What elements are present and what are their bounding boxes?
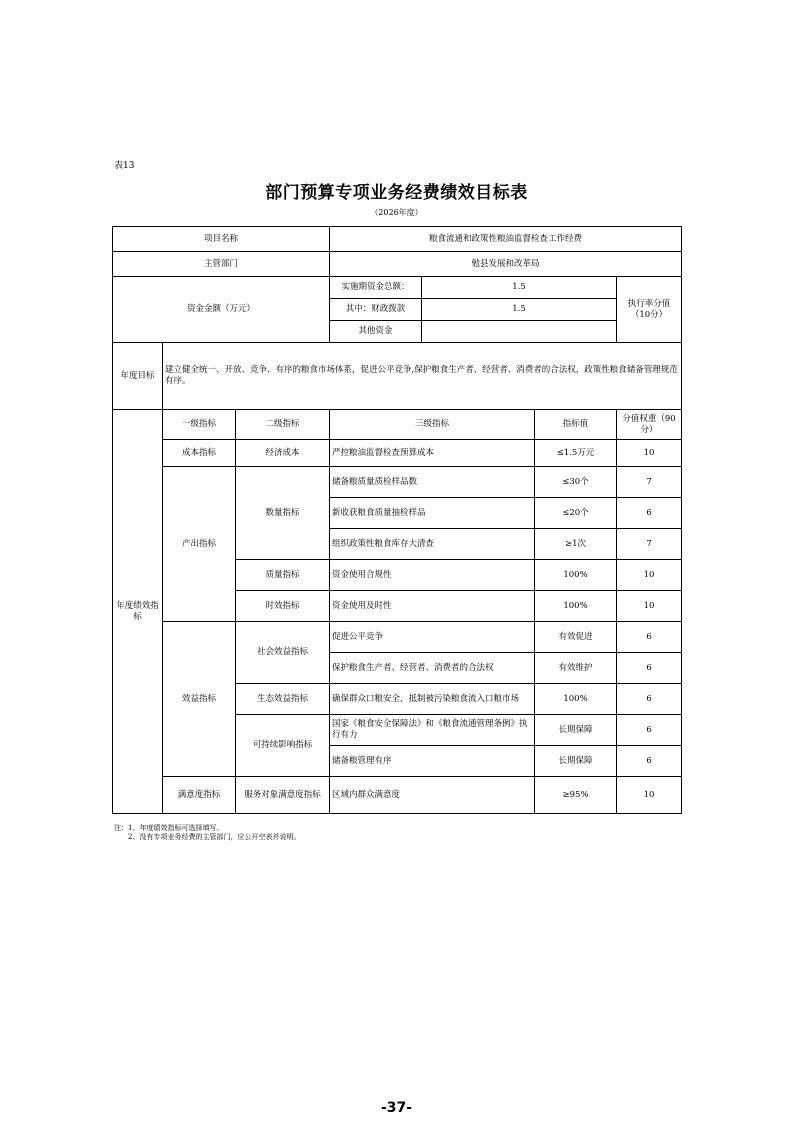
total-funds-value: 1.5 (422, 277, 617, 299)
value-cell: 长期保障 (535, 715, 617, 746)
fiscal-year: （2026年度） (370, 208, 423, 217)
header-level1: 一级指标 (163, 410, 236, 440)
level2-cell: 经济成本 (236, 440, 330, 467)
weight-cell: 6 (617, 653, 682, 684)
level1-cell: 满意度指标 (163, 777, 236, 814)
table-row (113, 440, 682, 467)
level3-cell: 储备粮质量质检样品数 (330, 467, 535, 498)
project-name-label: 项目名称 (113, 227, 330, 252)
level3-cell: 组织政策性粮食库存大清查 (330, 529, 535, 560)
weight-cell: 6 (617, 746, 682, 777)
value-cell: 有效维护 (535, 653, 617, 684)
level3-cell: 新收获粮食质量抽检样品 (330, 498, 535, 529)
level3-cell: 促进公平竞争 (330, 622, 535, 653)
goal-text: 建立健全统一、开放、竞争、有序的粮食市场体系，促进公平竞争,保护粮食生产者、经营者、消费者的合法权，政策性粮食储备管理规范有序。 (163, 343, 682, 410)
level2-cell: 生态效益指标 (236, 684, 330, 715)
weight-cell: 6 (617, 622, 682, 653)
value-cell: 有效促进 (535, 622, 617, 653)
project-name-value: 粮食流通和政策性粮油监督检查工作经费 (330, 227, 682, 252)
level3-cell: 资金使用合规性 (330, 560, 535, 591)
level3-cell: 储备粮管理有序 (330, 746, 535, 777)
level2-cell: 服务对象满意度指标 (236, 777, 330, 814)
performance-table (112, 226, 682, 814)
table-row (113, 252, 682, 277)
dept-value: 勉县发展和改革局 (330, 252, 682, 277)
weight-cell: 6 (617, 715, 682, 746)
value-cell: ≤1.5万元 (535, 440, 617, 467)
fiscal-funds-label: 其中：财政拨款 (330, 299, 422, 321)
other-funds-label: 其他资金 (330, 321, 422, 343)
level2-cell: 时效指标 (236, 591, 330, 622)
weight-cell: 6 (617, 684, 682, 715)
level1-cell: 效益指标 (163, 622, 236, 777)
fiscal-funds-value: 1.5 (422, 299, 617, 321)
header-level2: 二级指标 (236, 410, 330, 440)
weight-cell: 10 (617, 560, 682, 591)
header-level3: 三级指标 (330, 410, 535, 440)
table-row (113, 227, 682, 252)
level3-cell: 国家《粮食安全保障法》和《粮食流通管理条例》执行有力 (330, 715, 535, 746)
dept-label: 主管部门 (113, 252, 330, 277)
value-cell: 100% (535, 591, 617, 622)
header-weight: 分值权重（90分） (617, 410, 682, 440)
table-number: 表13 (114, 161, 135, 171)
funds-label: 资金金额（万元） (113, 277, 330, 343)
footnote: 注：1、年度绩效指标可选择填写。 (114, 824, 224, 832)
level2-cell: 数量指标 (236, 467, 330, 560)
table-row (113, 410, 682, 440)
weight-cell: 10 (617, 777, 682, 814)
level3-cell: 严控粮油监督检查预算成本 (330, 440, 535, 467)
value-cell: ≤30个 (535, 467, 617, 498)
value-cell: ≥95% (535, 777, 617, 814)
level1-cell: 产出指标 (163, 467, 236, 622)
weight-cell: 10 (617, 591, 682, 622)
page-number: -37- (380, 1100, 413, 1116)
weight-cell: 10 (617, 440, 682, 467)
level3-cell: 资金使用及时性 (330, 591, 535, 622)
page-title: 部门预算专项业务经费绩效目标表 (265, 183, 528, 203)
value-cell: 100% (535, 684, 617, 715)
total-funds-label: 实施期资金总额： (330, 277, 422, 299)
table-row (113, 467, 682, 498)
goal-label: 年度目标 (113, 343, 163, 410)
level2-cell: 社会效益指标 (236, 622, 330, 684)
level3-cell: 保护粮食生产者、经营者、消费者的合法权 (330, 653, 535, 684)
table-row (113, 277, 682, 299)
level1-cell: 成本指标 (163, 440, 236, 467)
table-row (113, 622, 682, 653)
weight-cell: 6 (617, 498, 682, 529)
level3-cell: 确保群众口粮安全，抵制被污染粮食流入口粮市场 (330, 684, 535, 715)
weight-cell: 7 (617, 467, 682, 498)
exec-rate-label: 执行率分值（10分） (617, 277, 682, 343)
header-value: 指标值 (535, 410, 617, 440)
level2-cell: 可持续影响指标 (236, 715, 330, 777)
table-row (113, 777, 682, 814)
footnotes (114, 824, 300, 842)
value-cell: ≥1次 (535, 529, 617, 560)
value-cell: 100% (535, 560, 617, 591)
value-cell: 长期保障 (535, 746, 617, 777)
level2-cell: 质量指标 (236, 560, 330, 591)
level3-cell: 区域内群众满意度 (330, 777, 535, 814)
value-cell: ≤20个 (535, 498, 617, 529)
table-row (113, 343, 682, 410)
other-funds-value (422, 321, 617, 343)
footnote: 2、没有专项业务经费的主管部门，应公开空表并说明。 (128, 833, 301, 841)
perf-indicator-label: 年度绩效指标 (113, 410, 163, 814)
weight-cell: 7 (617, 529, 682, 560)
